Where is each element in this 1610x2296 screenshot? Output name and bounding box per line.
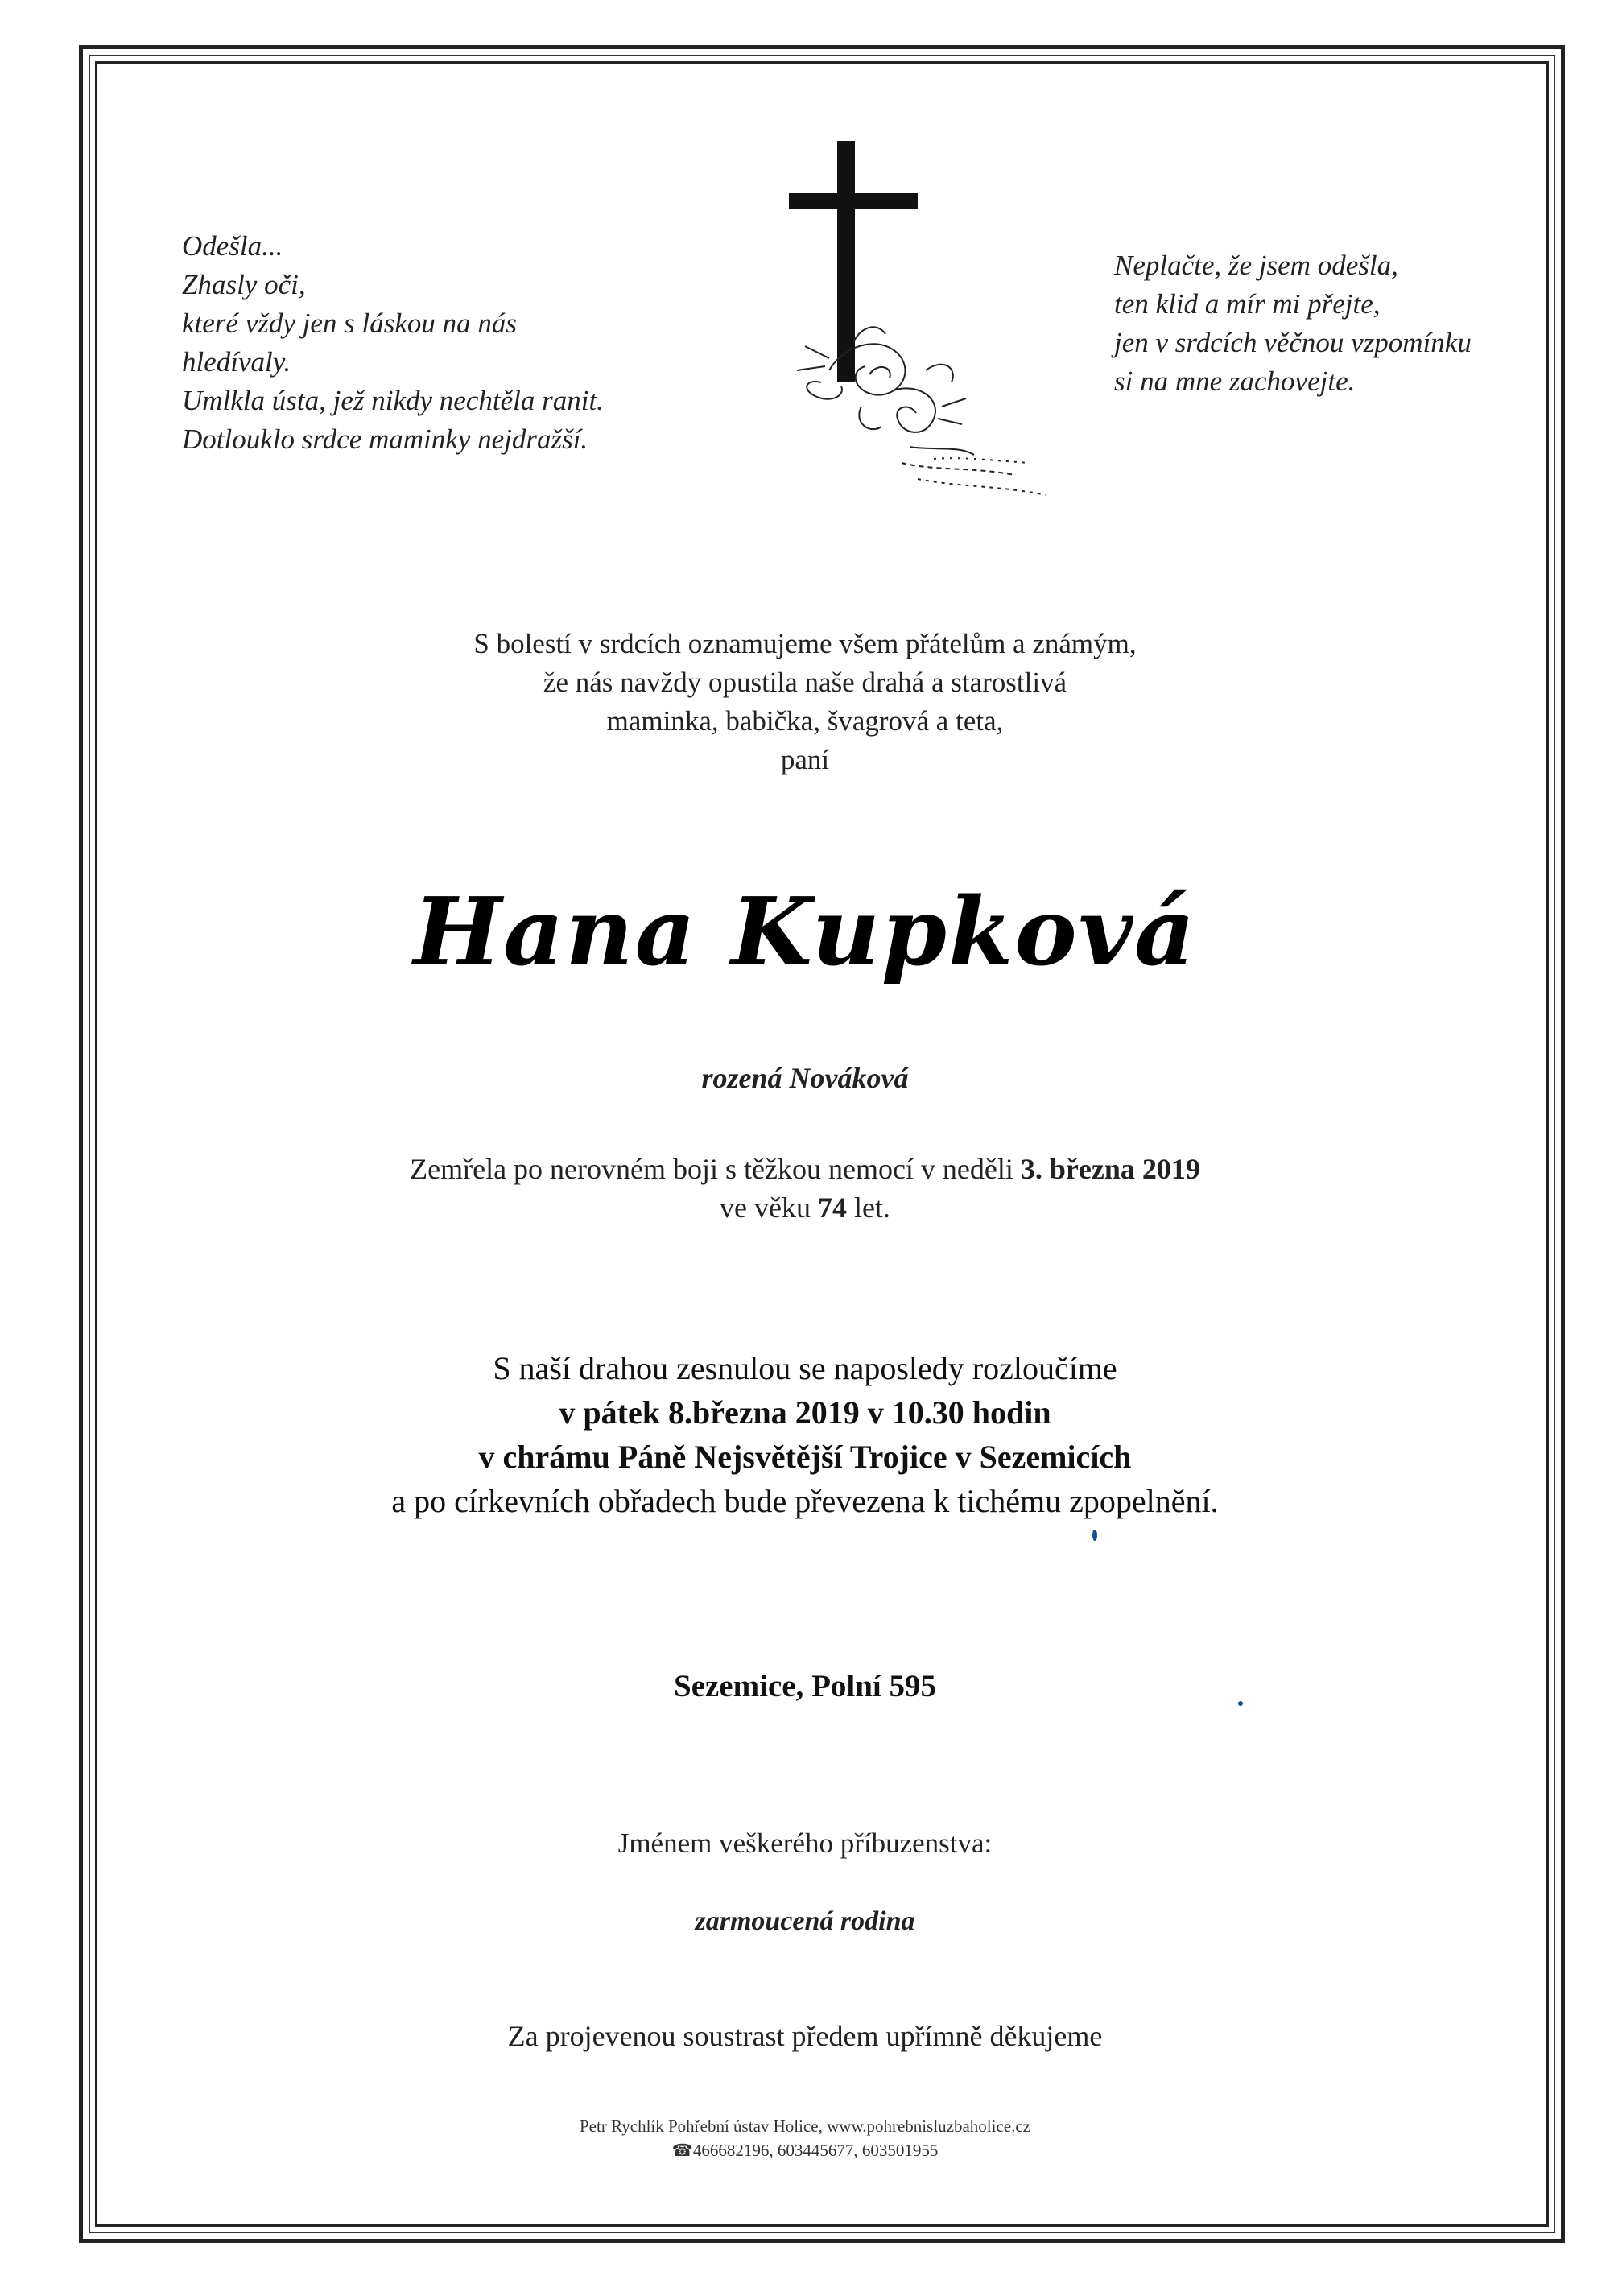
ceremony-datetime — [0, 1390, 1610, 1435]
death-text: Zemřela po nerovném boji s těžkou nemocí v neděli — [410, 1153, 1021, 1185]
footer-phones-row — [0, 2138, 1610, 2162]
phone-icon: ☎ — [671, 2141, 693, 2160]
announcement-line: S bolestí v srdcích oznamujeme všem přátelům a známým, — [473, 628, 1137, 659]
ceremony-place — [0, 1435, 1610, 1479]
age-value: 74 — [817, 1191, 847, 1224]
poem-right-line: si na mne zachovejte. — [1114, 365, 1356, 397]
ceremony-datetime-text: v pátek 8.března 2019 v 10.30 hodin — [559, 1394, 1051, 1431]
cross-vertical-beam — [837, 141, 855, 382]
behalf-of-relatives: Jménem veškerého příbuzenstva: — [617, 1827, 993, 1859]
ceremony-info — [0, 1346, 1610, 1523]
poem-left-line: Zhasly oči, — [182, 269, 306, 300]
announcement-line: maminka, babička, švagrová a teta, — [606, 705, 1004, 737]
ceremony-place-text: v chrámu Páně Nejsvětější Trojice v Sezemicích — [478, 1439, 1132, 1475]
death-line-2 — [0, 1188, 1610, 1227]
cross-horizontal-beam — [789, 193, 918, 209]
family-signature: zarmoucená rodina — [695, 1906, 915, 1936]
poem-left — [182, 227, 729, 459]
ink-speck — [1092, 1530, 1097, 1541]
poem-left-line: které vždy jen s láskou na nás — [182, 308, 518, 339]
rose-sketch — [797, 327, 1046, 495]
announcement-line: paní — [780, 744, 830, 775]
footer-company: Petr Rychlík Pohřební ústav Holice, www.pohrebnisluzbaholice.cz — [580, 2116, 1030, 2136]
poem-right-line: jen v srdcích věčnou vzpomínku — [1114, 327, 1472, 358]
cross-with-roses-icon — [773, 141, 1087, 511]
poem-right — [1114, 246, 1565, 401]
poem-right-line: Neplačte, že jsem odešla, — [1114, 250, 1398, 281]
poem-left-line: hledívaly. — [182, 346, 291, 378]
age-suffix: let. — [846, 1191, 890, 1224]
maiden-name: rozená Nováková — [701, 1062, 909, 1094]
thanks-line: Za projevenou soustrast předem upřímně děkujeme — [507, 2020, 1103, 2052]
deceased-name: Hana Kupková — [413, 878, 1197, 987]
age-prefix: ve věku — [720, 1191, 818, 1224]
ceremony-intro: S naší drahou zesnulou se naposledy rozloučíme — [493, 1350, 1117, 1386]
poem-left-line: Umlkla ústa, jež nikdy nechtěla ranit. — [182, 385, 604, 416]
footer — [0, 2114, 1610, 2162]
footer-phones: 466682196, 603445677, 603501955 — [692, 2141, 939, 2160]
poem-left-line: Dotlouklo srdce maminky nejdražší. — [182, 423, 588, 455]
ceremony-after: a po církevních obřadech bude převezena k tichému zpopelnění. — [391, 1483, 1219, 1519]
poem-left-line: Odešla... — [182, 230, 283, 262]
death-line-1 — [0, 1150, 1610, 1188]
announcement-line: že nás navždy opustila naše drahá a starostlivá — [543, 667, 1067, 698]
announcement — [0, 625, 1610, 779]
poem-right-line: ten klid a mír mi přejte, — [1114, 288, 1381, 320]
death-date: 3. března 2019 — [1020, 1153, 1200, 1185]
death-info — [0, 1150, 1610, 1227]
address: Sezemice, Polní 595 — [674, 1669, 936, 1703]
